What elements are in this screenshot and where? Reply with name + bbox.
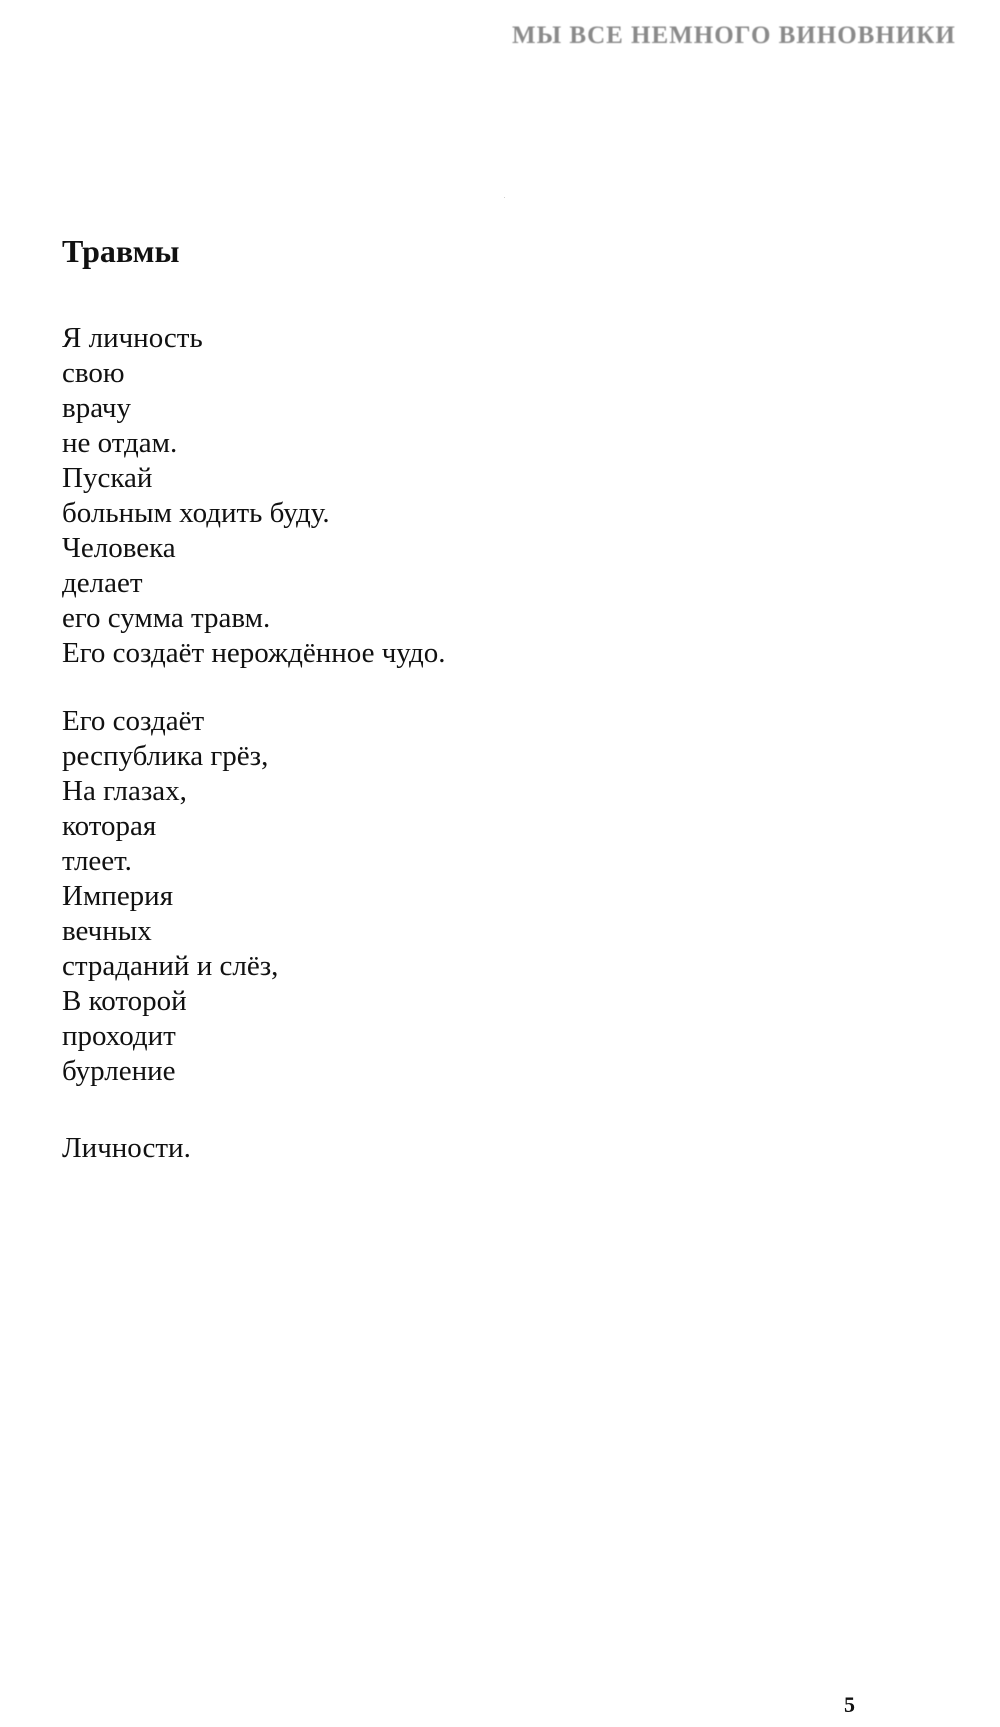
verse-line: тлеет. xyxy=(62,845,132,877)
verse-line: Его создаёт xyxy=(62,705,205,737)
running-header: МЫ ВСЕ НЕМНОГО ВИНОВНИКИ xyxy=(512,22,956,49)
verse-line: Человека xyxy=(62,532,176,564)
verse-line: страданий и слёз, xyxy=(62,950,279,982)
scan-speck xyxy=(504,197,505,198)
verse-line: республика грёз, xyxy=(62,740,269,772)
stanza-3 xyxy=(62,1131,191,1166)
verse-line: На глазах, xyxy=(62,775,187,807)
verse-line: делает xyxy=(62,567,143,599)
verse-line: его сумма травм. xyxy=(62,602,271,634)
page-number: 5 xyxy=(844,1692,855,1717)
verse-line: врачу xyxy=(62,392,131,424)
verse-line: Империя xyxy=(62,880,174,912)
verse-line: Пускай xyxy=(62,462,153,494)
verse-line: проходит xyxy=(62,1020,176,1052)
verse-line: Его создаёт нерождённое чудо. xyxy=(62,637,446,669)
poem-title: Травмы xyxy=(62,233,180,269)
verse-line: Личности. xyxy=(62,1132,191,1164)
verse-line: вечных xyxy=(62,915,152,947)
verse-line: В которой xyxy=(62,985,187,1017)
verse-line: бурление xyxy=(62,1055,176,1087)
verse-line: не отдам. xyxy=(62,427,178,459)
stanza-1 xyxy=(62,321,445,671)
verse-line: Я личность xyxy=(62,322,203,354)
stanza-2 xyxy=(62,704,278,1089)
verse-line: свою xyxy=(62,357,125,389)
verse-line: больным ходить буду. xyxy=(62,497,330,529)
verse-line: которая xyxy=(62,810,157,842)
